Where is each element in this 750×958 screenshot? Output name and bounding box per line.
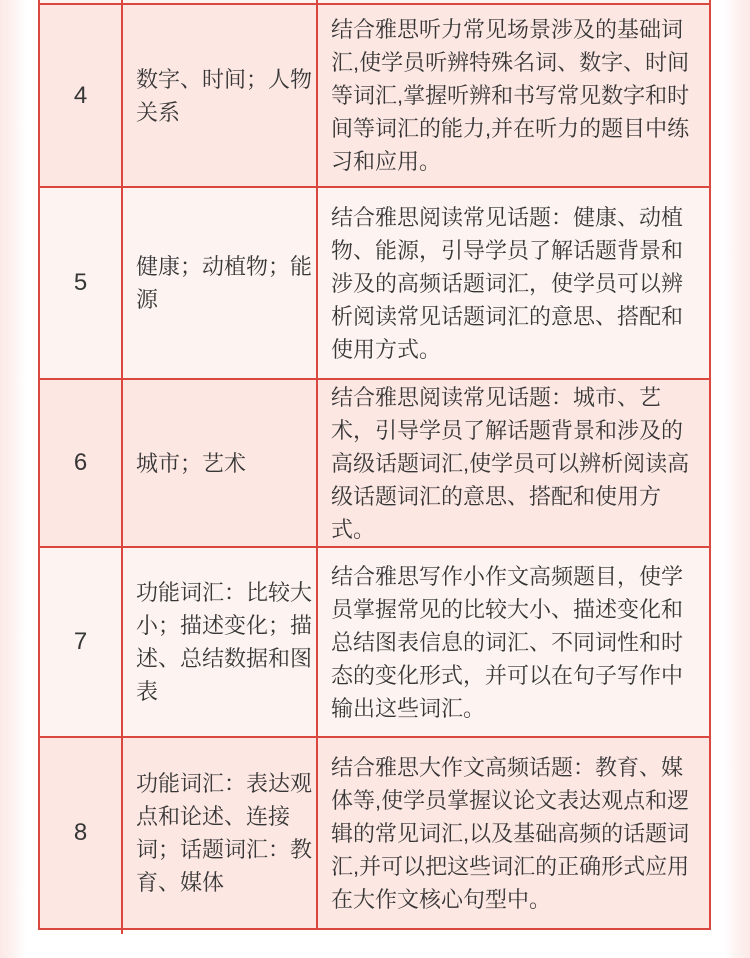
topic-cell: 功能词汇：表达观点和论述、连接词；话题词汇：教育、媒体 [123,738,316,928]
page-gutter-right [724,0,750,958]
description-cell: 结合雅思阅读常见话题：健康、动植物、能源，引导学员了解话题背景和涉及的高频话题词汇，使学员可以辨析阅读常见话题词汇的意思、搭配和使用方式。 [318,188,709,378]
row-number-cell: 5 [40,188,121,378]
description-cell: 结合雅思大作文高频话题：教育、媒体等,使学员掌握议论文表达观点和逻辑的常见词汇,以及基础高频的话题词汇,并可以把这些词汇的正确形式应用在大作文核心句型中。 [318,738,709,928]
topic-cell: 健康；动植物；能源 [123,188,316,378]
description-cell: 结合雅思阅读常见话题：城市、艺术，引导学员了解话题背景和涉及的高级话题词汇,使学员可以辨析阅读高级话题词汇的意思、搭配和使用方式。 [318,380,709,546]
description-cell: 结合雅思听力常见场景涉及的基础词汇,使学员听辨特殊名词、数字、时间等词汇,掌握听辨和书写常见数字和时间等词汇的能力,并在听力的题目中练习和应用。 [318,5,709,186]
course-schedule-table [38,3,711,930]
row-number-cell: 4 [40,5,121,186]
page-gutter-left [0,0,26,958]
topic-cell: 城市；艺术 [123,380,316,546]
row-number-cell: 6 [40,380,121,546]
row-number-cell: 8 [40,738,121,928]
topic-cell: 数字、时间；人物关系 [123,5,316,186]
description-cell: 结合雅思写作小作文高频题目，使学员掌握常见的比较大小、描述变化和总结图表信息的词汇、不同词性和时态的变化形式，并可以在句子写作中输出这些词汇。 [318,548,709,736]
topic-cell: 功能词汇：比较大小；描述变化；描述、总结数据和图表 [123,548,316,736]
column-border-fragment [121,930,123,934]
row-number-cell: 7 [40,548,121,736]
